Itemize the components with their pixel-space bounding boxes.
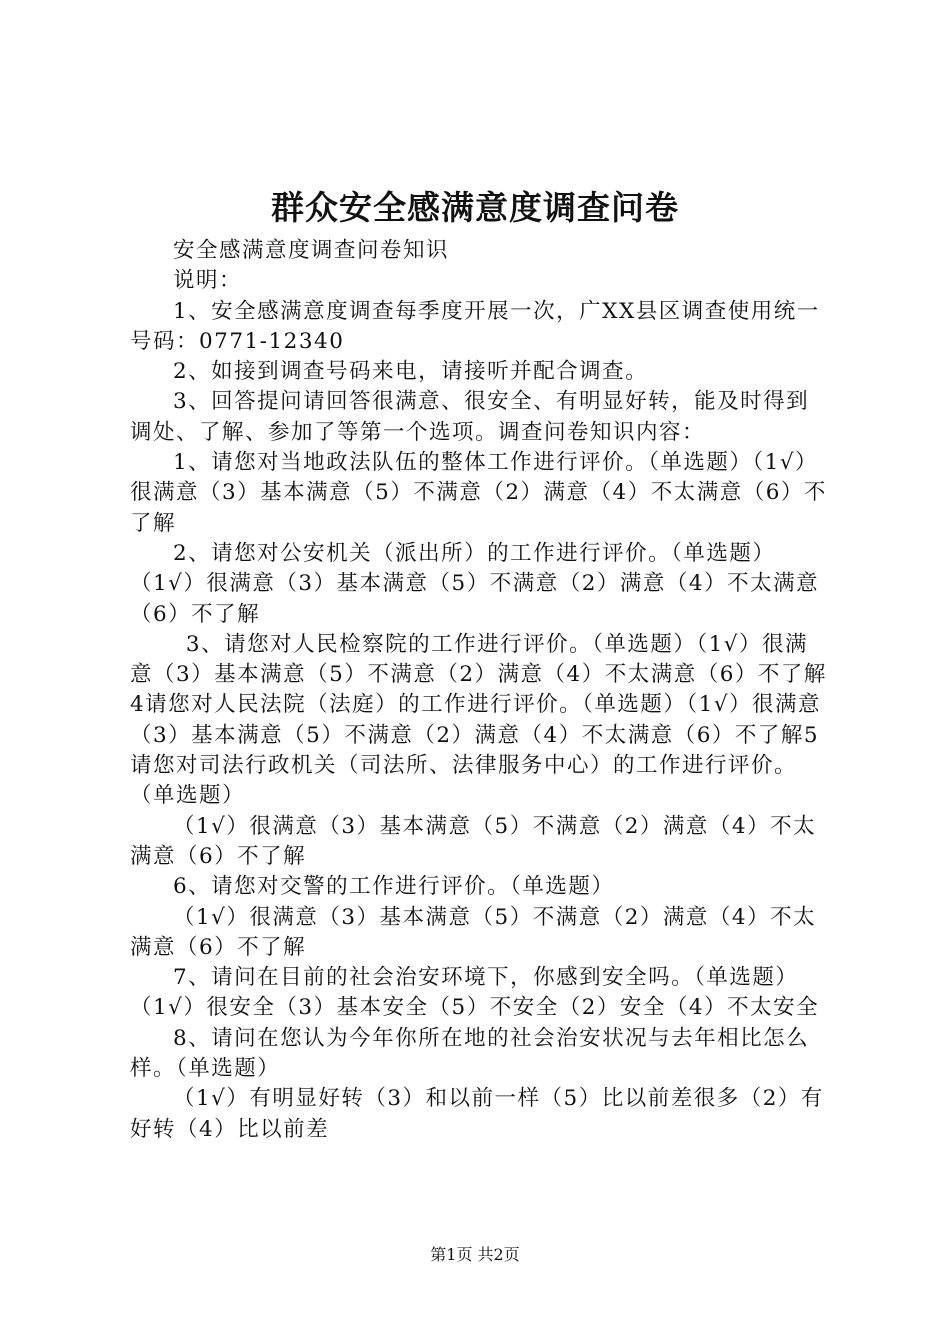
- paragraph-instruction-3: 3、回答提问请回答很满意、很安全、有明显好转，能及时得到调处、了解、参加了等第一个选项。调查问卷知识内容：: [130, 389, 810, 445]
- paragraph-question-7: 7、请问在目前的社会治安环境下，你感到安全吗。（单选题）（1√）很安全（3）基本安全（5）不安全（2）安全（4）不太安全: [130, 965, 820, 1021]
- paragraph-question-2: 2、请您对公安机关（派出所）的工作进行评价。（单选题）（1√）很满意（3）基本满意（5）不满意（2）满意（4）不太满意（6）不了解: [130, 540, 820, 627]
- paragraph-question-3-5: 3、请您对人民检察院的工作进行评价。（单选题）（1√）很满意（3）基本满意（5）不满意（2）满意（4）不太满意（6）不了解4请您对人民法院（法庭）的工作进行评价。（单选题）（1√）很满意（3）基本满意（5）不满意（2）满意（4）不太满意（6）不了解5请您对司法行政机关（司法所、法律服务中心）的工作进行评价。（单选题）: [130, 631, 827, 809]
- paragraph-subtitle: 安全感满意度调查问卷知识: [173, 238, 450, 263]
- document-body: [130, 236, 830, 1145]
- paragraph-instruction-2: 2、如接到调查号码来电，请接听并配合调查。: [173, 359, 649, 385]
- paragraph-question-6: 6、请您对交警的工作进行评价。（单选题）: [173, 874, 615, 900]
- paragraph-instructions-label: 说明：: [173, 268, 243, 294]
- page-footer: 第1页 共2页: [430, 1245, 520, 1264]
- paragraph-instruction-1: 1、安全感满意度调查每季度开展一次，广XX县区调查使用统一号码：0771-12340: [130, 298, 820, 354]
- paragraph-question-1: 1、请您对当地政法队伍的整体工作进行评价。（单选题）（1√）很满意（3）基本满意（5）不满意（2）满意（4）不太满意（6）不了解: [130, 450, 827, 536]
- paragraph-question-6-options: （1√）很满意（3）基本满意（5）不满意（2）满意（4）不太满意（6）不了解: [130, 904, 817, 960]
- paragraph-question-8: 8、请问在您认为今年你所在地的社会治安状况与去年相比怎么样。（单选题）: [130, 1025, 810, 1082]
- paragraph-question-8-options: （1√）有明显好转（3）和以前一样（5）比以前差很多（2）有好转（4）比以前差: [130, 1086, 824, 1142]
- paragraph-question-5-options: （1√）很满意（3）基本满意（5）不满意（2）满意（4）不太满意（6）不了解: [130, 813, 817, 869]
- document-title: 群众安全感满意度调查问卷: [271, 188, 679, 227]
